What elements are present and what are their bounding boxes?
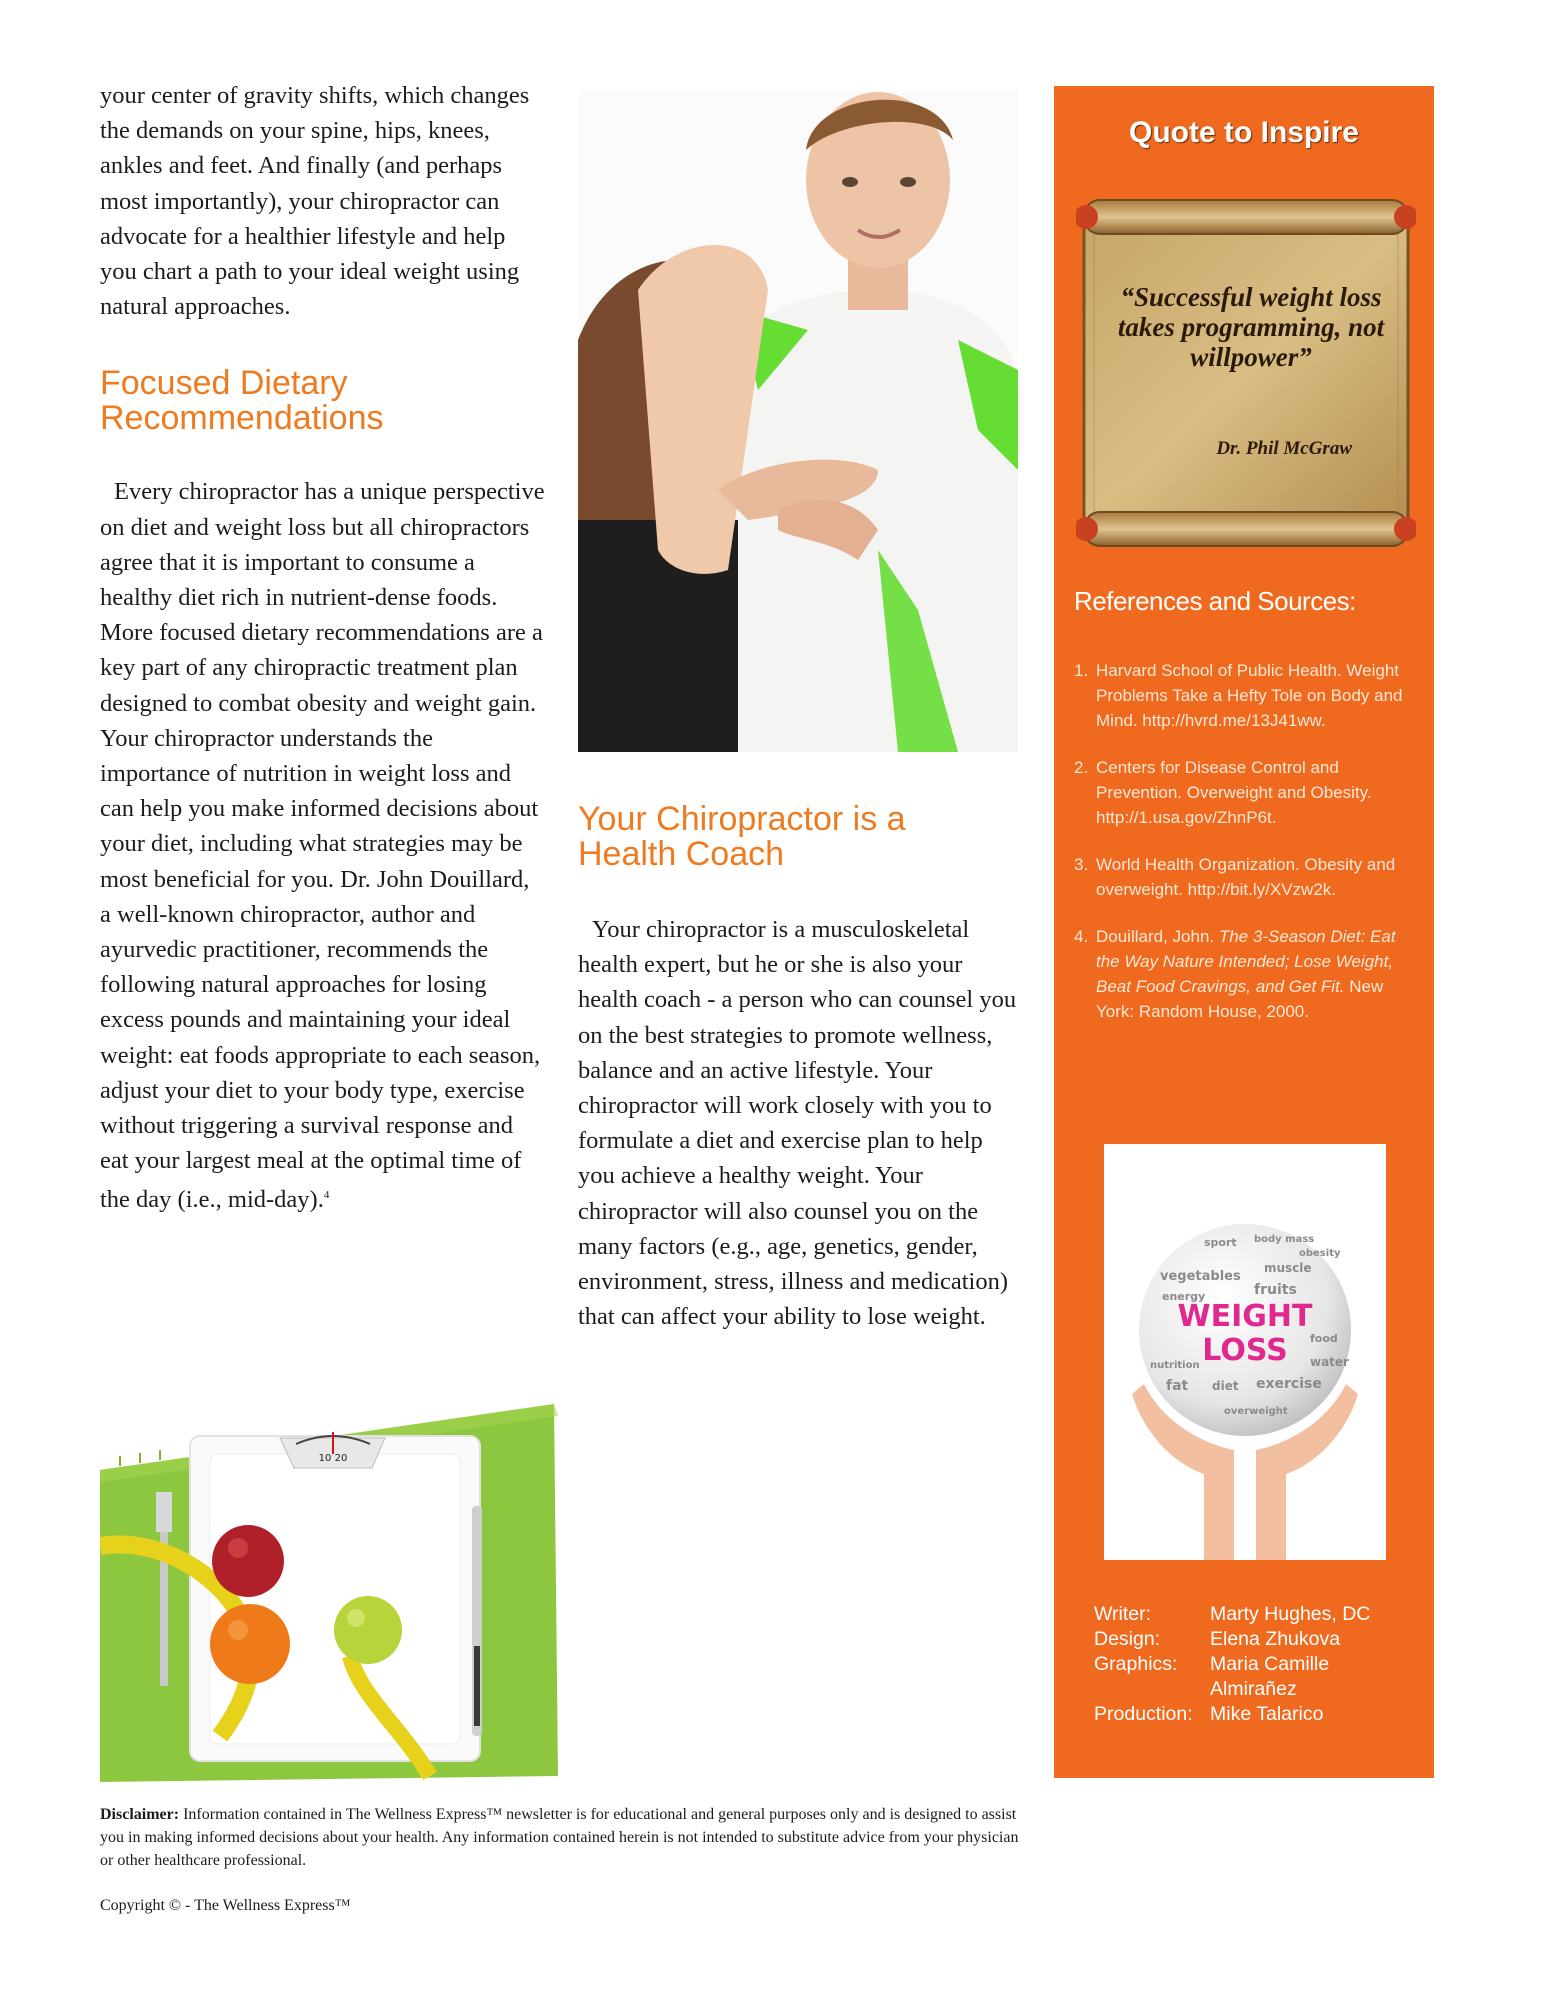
quote-title: Quote to Inspire bbox=[1128, 116, 1359, 149]
credit-value: Maria Camille Almirañez bbox=[1210, 1653, 1330, 1700]
sphere-word: muscle bbox=[1264, 1261, 1312, 1275]
sphere-word: overweight bbox=[1224, 1406, 1288, 1417]
disclaimer-label: Disclaimer: bbox=[100, 1806, 180, 1823]
left-column bbox=[100, 78, 545, 1218]
disclaimer-text: Information contained in The Wellness Express™ newsletter is for educational and general purposes only and is designed to assist you in making informed decisions about your health. Any information contained herein is not intended to substitute advice from your physician or other healthcare professional. bbox=[100, 1806, 1019, 1869]
credit-value: Mike Talarico bbox=[1210, 1703, 1324, 1725]
reference-text: World Health Organization. Obesity and overweight. http://bit.ly/XVzw2k. bbox=[1096, 855, 1396, 899]
intro-paragraph: your center of gravity shifts, which changes the demands on your spine, hips, knees, ankles and feet. And finally (and perhaps most importantly), your chiropractor can advocate for a healthier lifestyle and help you chart a path to your ideal weight using natural approaches. bbox=[100, 82, 530, 321]
sphere-word: fruits bbox=[1254, 1282, 1297, 1298]
credit-label: Graphics: bbox=[1094, 1653, 1178, 1675]
quote-author: Dr. Phil McGraw bbox=[1216, 438, 1352, 459]
disclaimer bbox=[100, 1803, 1030, 1872]
reference-text: Centers for Disease Control and Prevention. Overweight and Obesity. http://1.usa.gov/ZhnP6t. bbox=[1096, 758, 1372, 827]
chiropractor-patient-photo bbox=[578, 90, 1018, 752]
middle-column bbox=[578, 90, 1023, 1334]
weight-loss-sphere-photo bbox=[1104, 1144, 1386, 1560]
sphere-word: energy bbox=[1162, 1290, 1206, 1303]
sphere-loss-word: LOSS bbox=[1202, 1333, 1288, 1368]
reference-publisher: New York: Random House, 2000. bbox=[1096, 977, 1384, 1021]
references-title: References and Sources: bbox=[1074, 586, 1356, 616]
footnote-marker: 4 bbox=[323, 1189, 330, 1202]
credit-label: Production: bbox=[1094, 1703, 1193, 1725]
sphere-word: food bbox=[1310, 1332, 1338, 1345]
sphere-word: diet bbox=[1212, 1379, 1239, 1393]
sphere-word: fat bbox=[1166, 1378, 1189, 1394]
copyright: Copyright © - The Wellness Express™ bbox=[100, 1897, 351, 1914]
reference-number: 1. bbox=[1074, 661, 1089, 680]
reference-text: Harvard School of Public Health. Weight Problems Take a Hefty Tole on Body and Mind. http://hvrd.me/13J41ww. bbox=[1096, 661, 1403, 730]
reference-number: 2. bbox=[1074, 758, 1089, 777]
sphere-word: body mass bbox=[1254, 1234, 1315, 1245]
sphere-word: water bbox=[1310, 1355, 1349, 1369]
credit-row bbox=[1094, 1602, 1414, 1627]
credit-row bbox=[1094, 1702, 1414, 1727]
sphere-word: obesity bbox=[1299, 1248, 1341, 1259]
credits-block bbox=[1094, 1602, 1414, 1727]
reference-item bbox=[1074, 924, 1419, 1024]
credit-label: Writer: bbox=[1094, 1603, 1152, 1625]
sphere-word: nutrition bbox=[1150, 1360, 1200, 1371]
reference-number: 3. bbox=[1074, 855, 1089, 874]
credit-row bbox=[1094, 1627, 1414, 1652]
reference-item bbox=[1074, 755, 1419, 830]
sphere-weight-word: WEIGHT bbox=[1177, 1299, 1313, 1334]
credit-row bbox=[1094, 1652, 1414, 1702]
reference-item bbox=[1074, 658, 1419, 733]
inspirational-quote: “Successful weight loss takes programming, not willpower” bbox=[1117, 282, 1385, 372]
credit-value: Elena Zhukova bbox=[1210, 1628, 1341, 1650]
heading-focused-dietary: Focused Dietary Recommendations bbox=[100, 364, 384, 438]
reference-author: Douillard, John. bbox=[1096, 927, 1219, 946]
sidebar-panel bbox=[1054, 86, 1434, 1778]
reference-book-title: The 3-Season Diet: Eat the Way Nature Intended; Lose Weight, Beat Food Cravings, and Get Fit. bbox=[1096, 927, 1396, 996]
health-coach-paragraph: Your chiropractor is a musculoskeletal health expert, but he or she is also your health coach - a person who can counsel you on the best strategies to promote wellness, balance and an active lifestyle. Your chiropractor will work closely with you to formulate a diet and exercise plan to help you achieve a healthy weight. Your chiropractor will also counsel you on the many factors (e.g., age, genetics, gender, environment, stress, illness and medication) that can affect your ability to lose weight. bbox=[578, 916, 1017, 1331]
heading-health-coach: Your Chiropractor is a Health Coach bbox=[578, 800, 906, 873]
scale-numbers: 10 20 bbox=[318, 1453, 348, 1464]
references-list bbox=[1074, 658, 1419, 1046]
reference-number: 4. bbox=[1074, 927, 1089, 946]
plate-scale-photo bbox=[100, 1396, 558, 1782]
dietary-paragraph bbox=[100, 474, 545, 1217]
credit-label: Design: bbox=[1094, 1628, 1161, 1650]
reference-item bbox=[1074, 852, 1419, 902]
credit-value: Marty Hughes, DC bbox=[1210, 1603, 1371, 1625]
sphere-word: sport bbox=[1204, 1236, 1237, 1249]
sphere-word: exercise bbox=[1256, 1376, 1322, 1392]
dietary-text: Every chiropractor has a unique perspective on diet and weight loss but all chiropractors agree that it is important to consume a healthy diet rich in nutrient-dense foods. More focused dietary recommendations are a key part of any chiropractic treatment plan designed to combat obesity and weight gain. Your chiropractor understands the importance of nutrition in weight loss and can help you make informed decisions about your diet, including what strategies may be most beneficial for you. Dr. John Douillard, a well-known chiropractor, author and ayurvedic practitioner, recommends the following natural approaches for losing excess pounds and maintaining your ideal weight: eat foods appropriate to each season, adjust your diet to your body type, exercise without triggering a survival response and eat your largest meal at the optimal time of the day (i.e., mid-day). bbox=[100, 478, 545, 1214]
sphere-word: vegetables bbox=[1160, 1269, 1241, 1284]
